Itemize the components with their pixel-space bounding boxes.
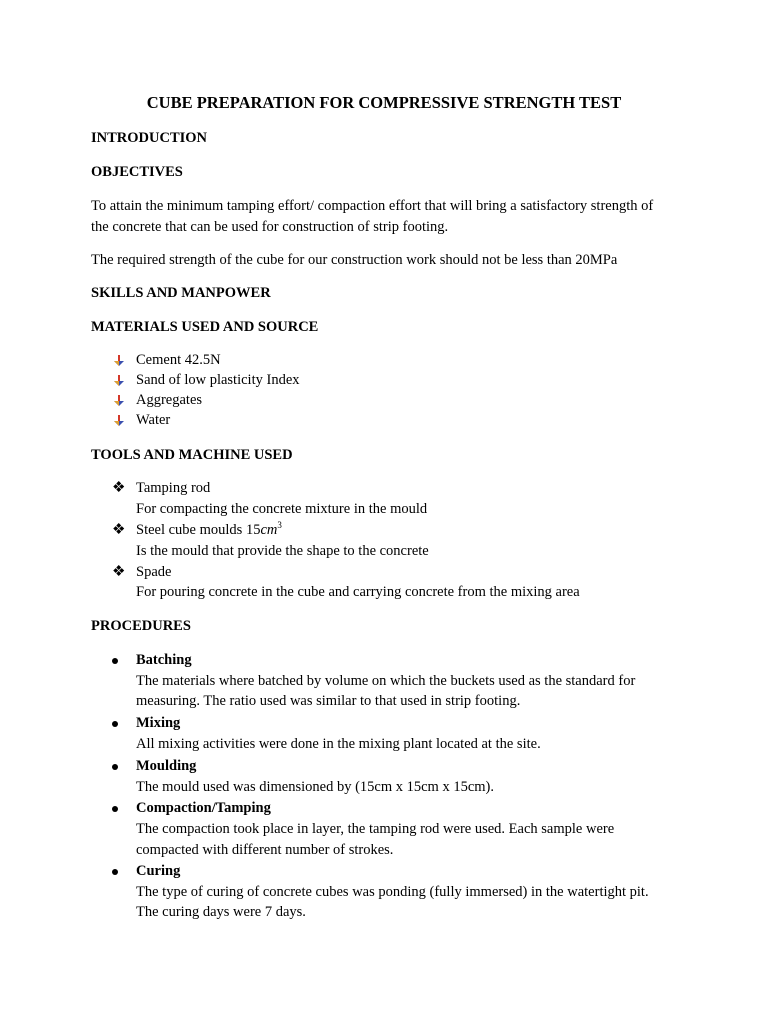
arrow-bullet-icon (113, 415, 125, 427)
bullet-dot-icon (112, 764, 118, 770)
tool-unit: cm (260, 522, 278, 538)
procedure-text: compacted with different number of strokes. (136, 842, 394, 858)
procedure-name: Curing (136, 863, 181, 879)
arrow-bullet-icon (113, 355, 125, 367)
bullet-dot-icon (112, 658, 118, 664)
objectives-para2: The required strength of the cube for our construction work should not be less than 20MPa (91, 252, 618, 268)
procedure-text: All mixing activities were done in the mixing plant located at the site. (136, 736, 541, 752)
heading-tools: TOOLS AND MACHINE USED (91, 447, 293, 463)
procedure-text: The materials where batched by volume on which the buckets used as the standard for (136, 673, 636, 689)
objectives-para1-line2: the concrete that can be used for construction of strip footing. (91, 219, 449, 235)
arrow-bullet-icon (113, 375, 125, 387)
procedure-text: The curing days were 7 days. (136, 904, 306, 920)
procedure-text: measuring. The ratio used was similar to that used in strip footing. (136, 693, 521, 709)
procedure-name: Moulding (136, 758, 197, 774)
tool-description: For pouring concrete in the cube and carrying concrete from the mixing area (136, 584, 580, 600)
document-title: CUBE PREPARATION FOR COMPRESSIVE STRENGTH TEST (146, 93, 622, 112)
material-item: Water (136, 412, 171, 428)
objectives-para1-line1: To attain the minimum tamping effort/ compaction effort that will bring a satisfactory strength of (91, 198, 654, 214)
bullet-dot-icon (112, 721, 118, 727)
tool-name: Tamping rod (136, 480, 211, 496)
heading-introduction: INTRODUCTION (91, 130, 208, 146)
procedure-text: The mould used was dimensioned by (15cm x 15cm x 15cm). (136, 779, 495, 795)
tool-description: Is the mould that provide the shape to the concrete (136, 543, 429, 559)
bullet-dot-icon (112, 869, 118, 875)
diamond-bullet-icon: ❖ (112, 480, 126, 496)
diamond-bullet-icon: ❖ (112, 564, 126, 580)
arrow-bullet-icon (113, 395, 125, 407)
heading-objectives: OBJECTIVES (91, 164, 183, 180)
tool-unit-exponent: 3 (277, 520, 282, 530)
material-item: Aggregates (136, 392, 203, 408)
procedure-text: The compaction took place in layer, the tamping rod were used. Each sample were (136, 821, 615, 837)
tool-description: For compacting the concrete mixture in the mould (136, 501, 428, 517)
heading-procedures: PROCEDURES (91, 618, 191, 634)
tool-name: Steel cube moulds $15cm^3$ (136, 520, 282, 538)
tool-name: Spade (136, 564, 172, 580)
material-item: Sand of low plasticity Index (136, 372, 300, 388)
procedure-text: The type of curing of concrete cubes was ponding (fully immersed) in the watertight pit. (136, 884, 649, 900)
diamond-bullet-icon: ❖ (112, 522, 126, 538)
material-item: Cement 42.5N (136, 352, 221, 368)
procedure-name: Compaction/Tamping (136, 800, 271, 816)
heading-materials: MATERIALS USED AND SOURCE (91, 319, 319, 335)
procedure-name: Batching (136, 652, 192, 668)
heading-skills-manpower: SKILLS AND MANPOWER (91, 285, 271, 301)
procedure-name: Mixing (136, 715, 181, 731)
bullet-dot-icon (112, 806, 118, 812)
